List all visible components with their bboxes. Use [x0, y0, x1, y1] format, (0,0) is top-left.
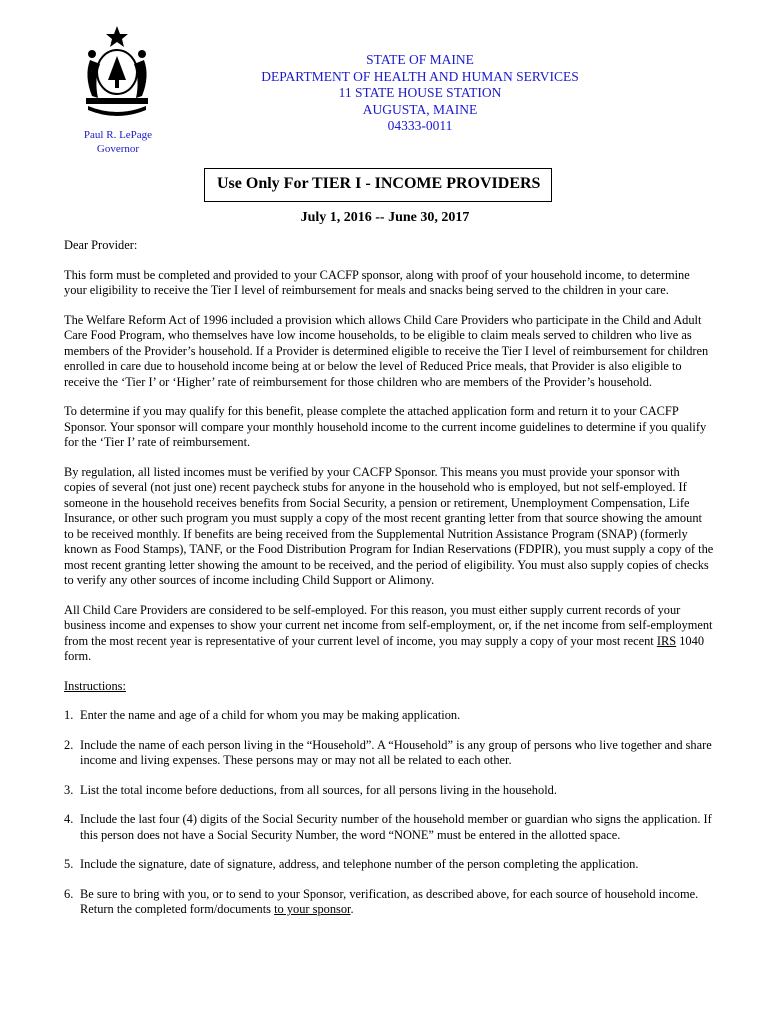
instruction-item [64, 708, 714, 724]
instruction-text: Enter the name and age of a child for whom you may be making application. [80, 708, 461, 722]
instruction-text: Include the name of each person living in the “Household”. A “Household” is any group of persons who live together and share income and living expenses. These persons may or may not all be related to each other. [80, 737, 712, 767]
instruction-item [64, 738, 714, 769]
program-period: July 1, 2016 -- June 30, 2017 [300, 210, 470, 225]
instruction-text: Be sure to bring with you, or to send to your Sponsor, verification, as described above, for each source of household income. Return the completed form/documents [80, 886, 699, 916]
self-employed-text-end: 1040 form. [64, 633, 705, 663]
state-seal-icon [76, 24, 158, 124]
letter-body [64, 238, 714, 932]
instruction-item [64, 887, 714, 918]
irs-text: IRS [656, 633, 677, 648]
instruction-item [64, 783, 714, 799]
agency-address [240, 52, 600, 135]
instructions-list [64, 708, 714, 918]
instruction-item [64, 812, 714, 843]
paragraph-self-employed [64, 603, 714, 665]
instruction-number: 1. [64, 708, 74, 722]
instruction-text: Include the signature, date of signature, address, and telephone number of the person completing the application. [80, 857, 639, 871]
agency-line-state: STATE OF MAINE [366, 52, 474, 67]
salutation: Dear Provider: [64, 238, 138, 252]
instruction-number: 5. [64, 857, 74, 871]
to-your-sponsor-text: to your sponsor [274, 902, 351, 916]
instruction-text-end: . [350, 902, 354, 916]
instruction-number: 2. [64, 737, 74, 752]
instruction-item [64, 857, 714, 873]
tier-title-box [204, 168, 552, 202]
instruction-text: Include the last four (4) digits of the Social Security number of the household member or guardian who signs the application. If this person does not have a Social Security Number, the word “NONE” must be entered in the allotted space. [80, 812, 712, 842]
paragraph-verification: By regulation, all listed incomes must be verified by your CACFP Sponsor. This means you must provide your sponsor with copies of several (not just one) recent paycheck stubs for anyone in the household who is employed, but not self-employed. If someone in the household receives benefits from Social Security, a pension or retirement, Unemployment Compensation, Life Insurance, or other such program you must supply a copy of the most recent granting letter from that source showing the amount to be received monthly. If benefits are being received from the Supplemental Nutrition Assistance Program (SNAP) (formerly known as Food Stamps), TANF, or the Food Distribution Program for Indian Reservations (FDPIR), you must supply a copy of the most recent granting letter showing the amount to be received, and the period of eligibility. You must also supply copies of checks to verify any other sources of income including Child Support or Alimony. [64, 464, 714, 587]
instruction-number: 3. [64, 782, 74, 797]
paragraph-welfare-reform: The Welfare Reform Act of 1996 included a provision which allows Child Care Providers who participate in the Child and Adult Care Food Program, who themselves have low income households, to be eligible to claim meals served to children who live as members of the Provider’s household. If a Provider is determined eligible to receive the Tier I level of reimbursement for children enrolled in care due to household income being at or below the level of Reduced Price meals, that Provider is also eligible to receive the ‘Tier I’ or ‘Higher’ rate of reimbursement for those children who are members of the Provider’s household. [64, 312, 709, 389]
instruction-number: 4. [64, 812, 74, 826]
paragraph-purpose: This form must be completed and provided to your CACFP sponsor, along with proof of your household income, to determine your eligibility to receive the Tier I level of reimbursement for meals and snacks being served to the children in your care. [64, 267, 690, 297]
governor-block [62, 128, 174, 156]
instruction-number: 6. [64, 886, 74, 901]
self-employed-text: All Child Care Providers are considered to be self-employed. For this reason, you must either supply current records of your business income and expenses to show your current net income from self-employment, or, if the net income from self-employment from the most recent year is representative of your current level of income, you may supply a copy of your most recent [64, 602, 713, 648]
paragraph-qualify: To determine if you may qualify for this benefit, please complete the attached application form and return it to your CACFP Sponsor. Your sponsor will compare your monthly household income to the current income guidelines to determine if you qualify for the ‘Tier I’ rate of reimbursement. [64, 404, 707, 449]
agency-line-city: AUGUSTA, MAINE [362, 101, 478, 117]
tier-title: Use Only For TIER I - INCOME PROVIDERS [217, 175, 541, 192]
agency-line-station: 11 STATE HOUSE STATION [338, 85, 502, 100]
governor-title: Governor [96, 143, 140, 155]
instruction-text: List the total income before deductions, from all sources, for all persons living in the household. [80, 782, 557, 797]
agency-line-department: DEPARTMENT OF HEALTH AND HUMAN SERVICES [261, 68, 579, 84]
governor-name: Paul R. LePage [83, 129, 153, 141]
agency-line-zip: 04333-0011 [387, 118, 453, 133]
instructions-heading: Instructions: [64, 678, 126, 693]
